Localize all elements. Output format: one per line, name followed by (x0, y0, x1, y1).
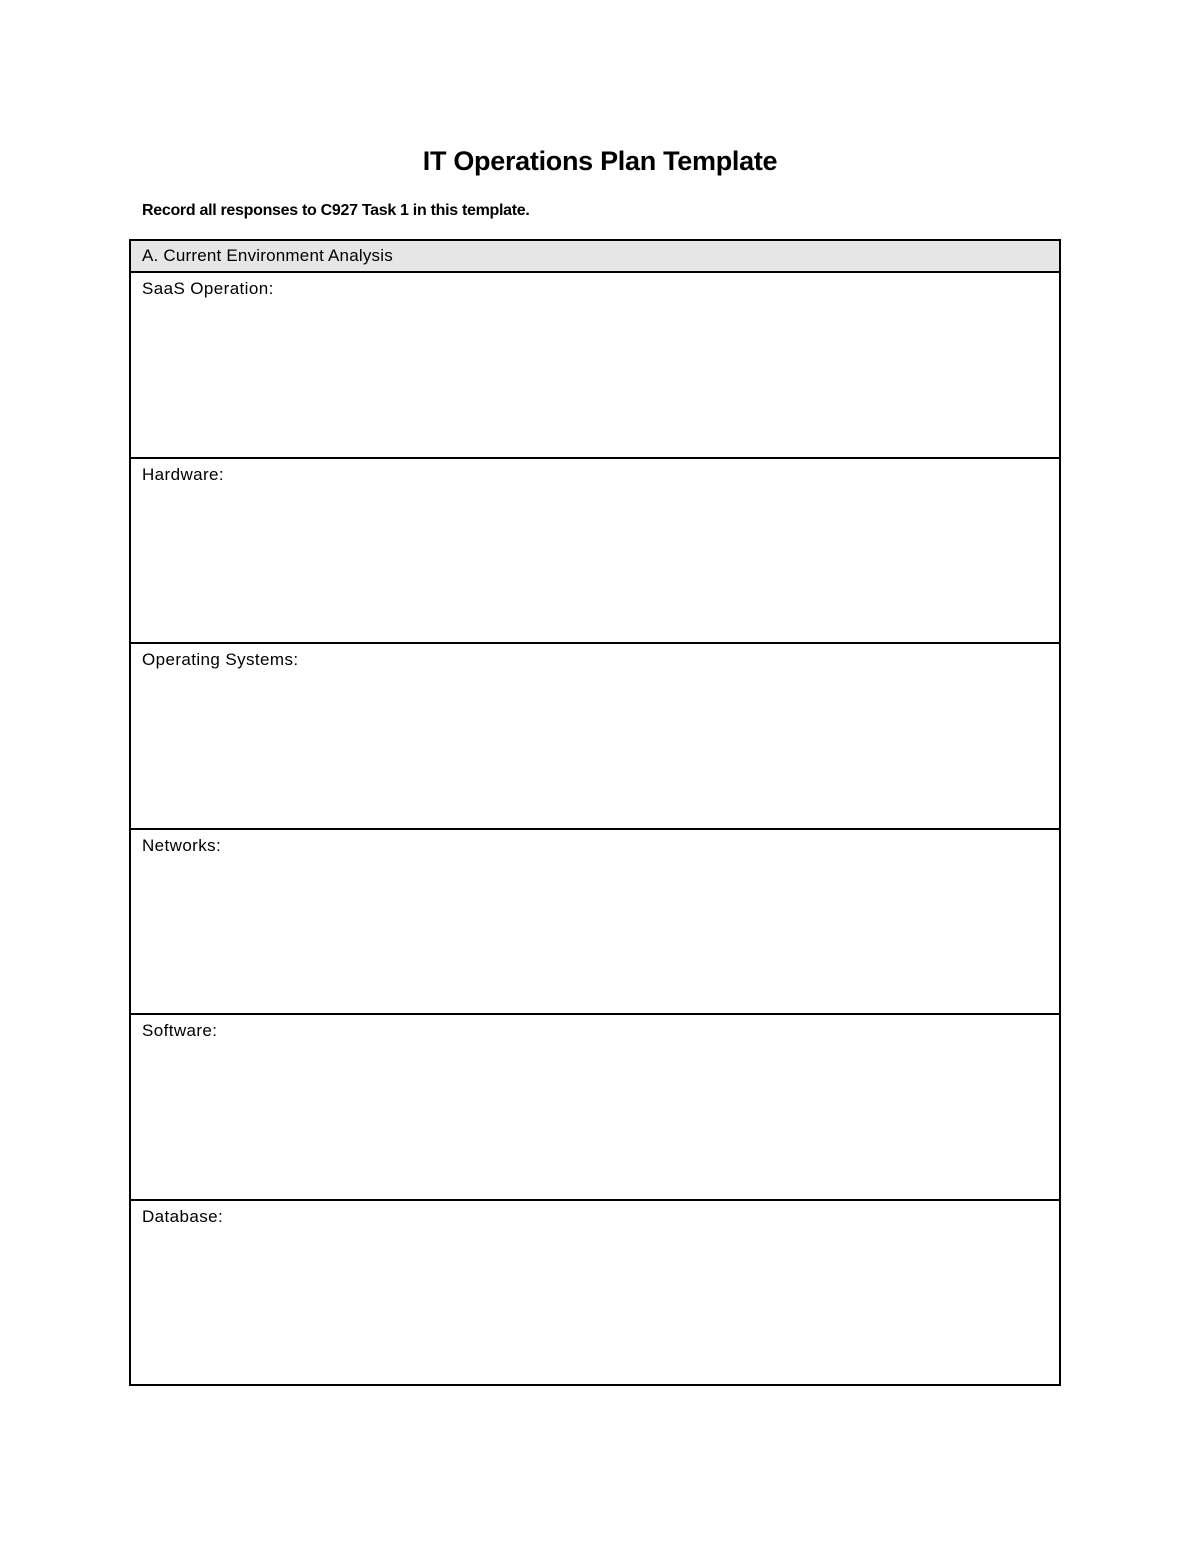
field-hardware[interactable] (131, 459, 1059, 645)
field-networks[interactable] (131, 830, 1059, 1016)
field-label: Database: (142, 1206, 224, 1226)
field-label: Software: (142, 1021, 218, 1040)
page-title: IT Operations Plan Template (422, 146, 778, 176)
field-label: Hardware: (142, 464, 225, 484)
section-header: A. Current Environment Analysis (131, 241, 1059, 273)
field-label: Networks: (142, 835, 222, 855)
field-saas-operation[interactable] (131, 273, 1059, 459)
instructions-text: Record all responses to C927 Task 1 in this template. (142, 202, 530, 219)
field-label: Operating Systems: (142, 650, 299, 669)
field-database[interactable] (131, 1201, 1059, 1387)
field-software[interactable] (131, 1015, 1059, 1201)
field-operating-systems[interactable] (131, 644, 1059, 830)
current-environment-table (129, 239, 1061, 1386)
field-label: SaaS Operation: (142, 279, 274, 298)
